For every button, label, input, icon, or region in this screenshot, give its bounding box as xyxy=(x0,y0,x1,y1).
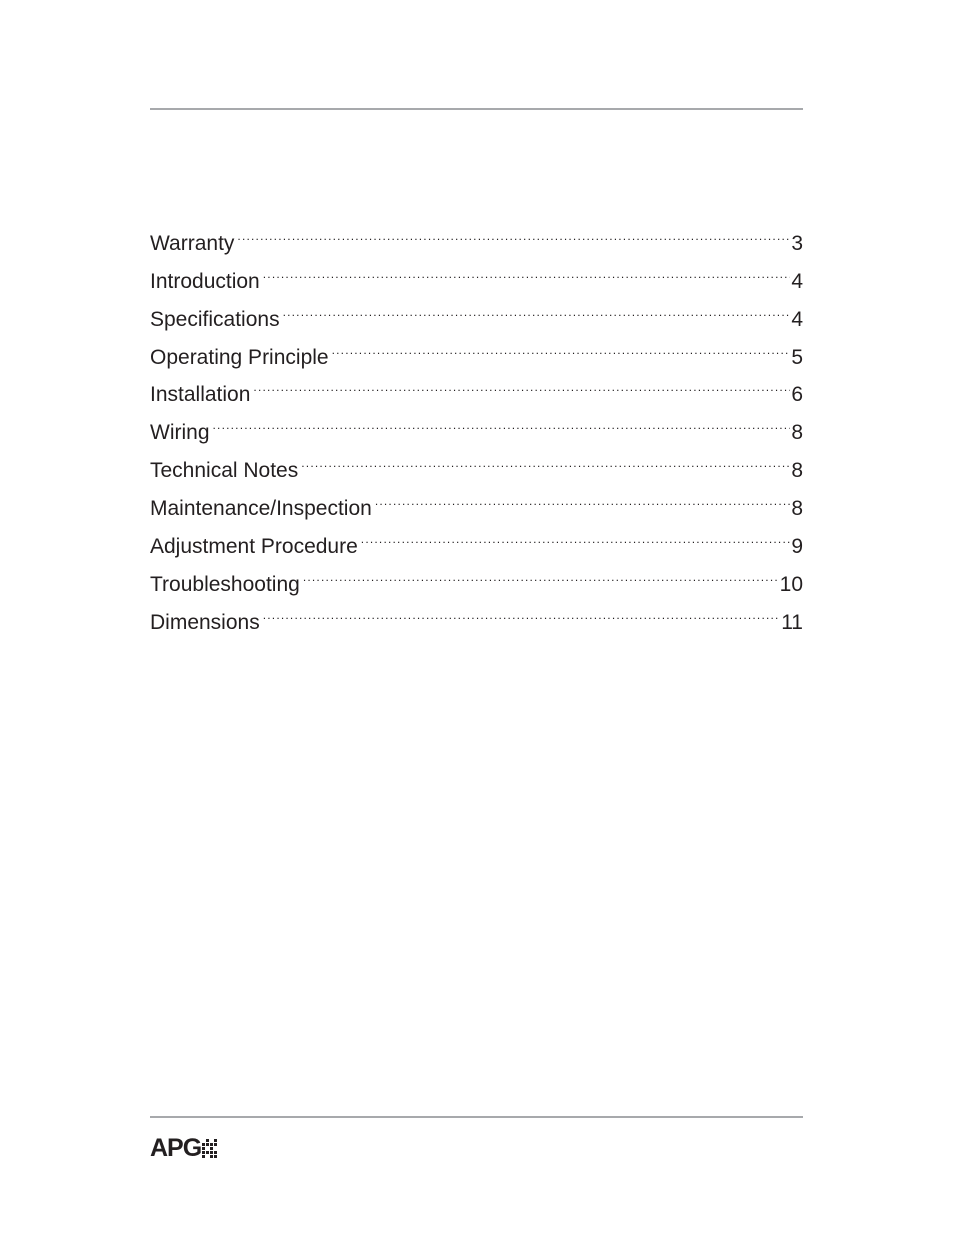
toc-dot-leader xyxy=(375,477,791,515)
toc-entry-page: 3 xyxy=(791,231,803,255)
table-of-contents xyxy=(150,212,803,634)
toc-dot-leader xyxy=(253,364,790,402)
toc-dot-leader xyxy=(263,250,791,288)
toc-dot-leader xyxy=(283,288,791,326)
toc-entry-page: 4 xyxy=(791,307,803,331)
toc-dot-leader xyxy=(332,326,791,364)
toc-dot-leader xyxy=(237,212,790,250)
toc-entry-technical-notes[interactable] xyxy=(150,439,803,483)
toc-entry-page: 6 xyxy=(791,383,803,407)
toc-entry-title: Dimensions xyxy=(150,610,260,634)
toc-entry-page: 8 xyxy=(791,459,803,483)
toc-entry-title: Adjustment Procedure xyxy=(150,535,358,559)
toc-entry-title: Maintenance/Inspection xyxy=(150,497,372,521)
toc-entry-wiring[interactable] xyxy=(150,401,803,445)
toc-entry-page: 8 xyxy=(791,497,803,521)
toc-dot-leader xyxy=(361,515,791,553)
apg-logo xyxy=(150,1135,219,1161)
toc-entry-title: Specifications xyxy=(150,307,280,331)
toc-entry-title: Warranty xyxy=(150,231,235,255)
toc-dot-leader xyxy=(263,591,780,629)
toc-dot-leader xyxy=(213,401,791,439)
toc-entry-title: Introduction xyxy=(150,269,260,293)
logo-wordmark: APG xyxy=(150,1134,202,1162)
toc-entry-title: Wiring xyxy=(150,421,210,445)
toc-entry-page: 9 xyxy=(791,535,803,559)
toc-entry-title: Installation xyxy=(150,383,251,407)
toc-entry-page: 8 xyxy=(791,421,803,445)
toc-entry-introduction[interactable] xyxy=(150,250,803,293)
toc-dot-leader xyxy=(303,553,779,591)
toc-entry-title: Troubleshooting xyxy=(150,572,300,596)
toc-entry-title: Operating Principle xyxy=(150,345,329,369)
toc-entry-warranty[interactable] xyxy=(150,212,803,255)
footer-rule xyxy=(150,1116,803,1118)
toc-dot-leader xyxy=(301,439,790,477)
toc-entry-page: 4 xyxy=(791,269,803,293)
dot-grid-mark-icon xyxy=(202,1137,219,1159)
toc-entry-title: Technical Notes xyxy=(150,459,299,483)
toc-entry-page: 5 xyxy=(791,345,803,369)
header-rule xyxy=(150,108,803,110)
toc-entry-page: 10 xyxy=(779,572,803,596)
toc-entry-page: 11 xyxy=(781,610,803,634)
